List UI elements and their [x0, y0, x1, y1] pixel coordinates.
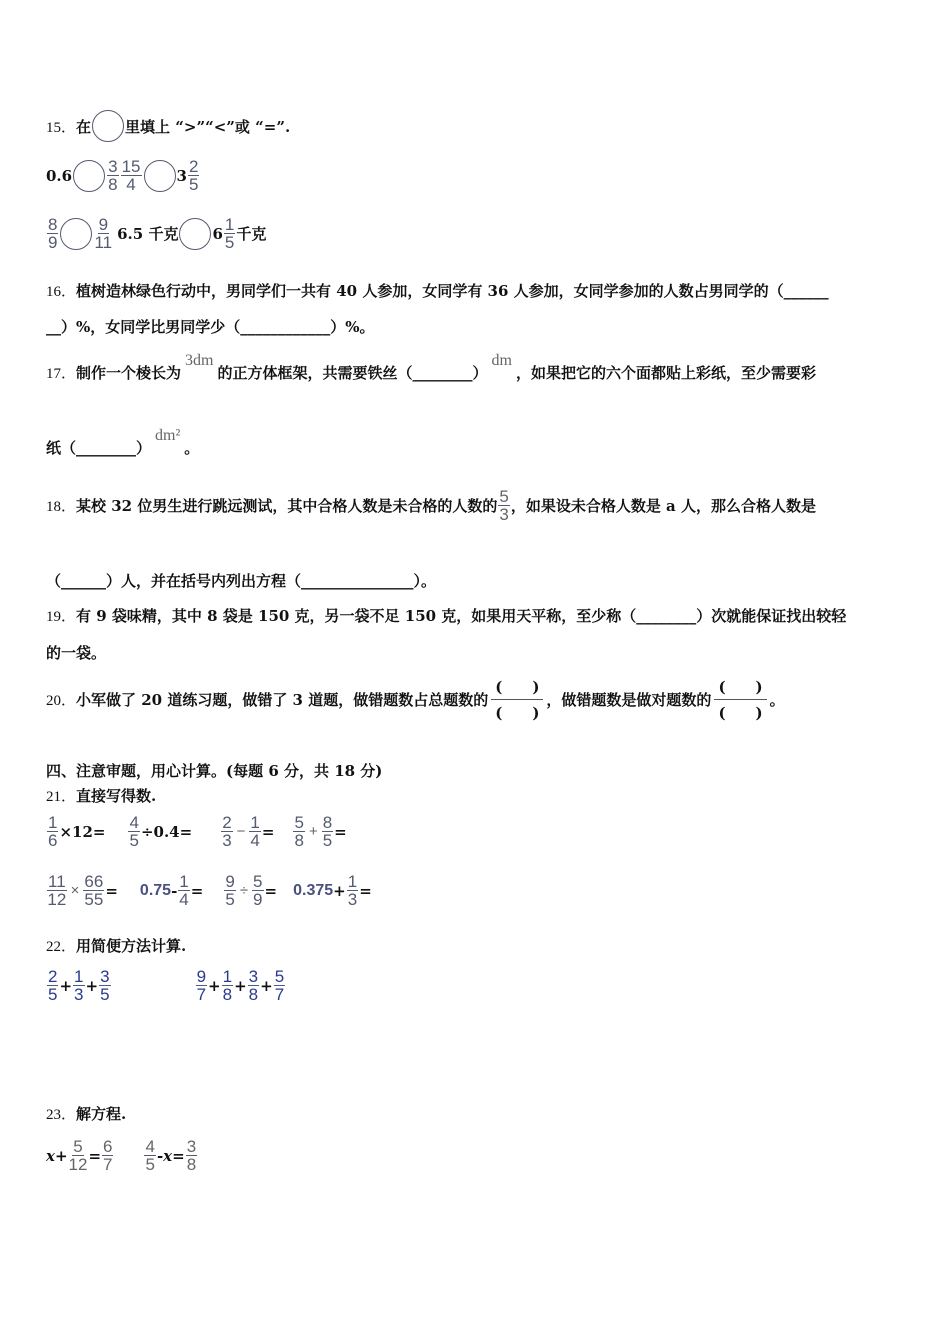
- fraction: [102, 1138, 113, 1173]
- numerator: 2: [222, 813, 232, 832]
- q20-text: 。: [769, 691, 785, 709]
- fraction: [69, 1138, 88, 1173]
- denominator: 11: [94, 233, 113, 252]
- denominator: 8: [222, 985, 233, 1004]
- numerator: 5: [499, 487, 509, 506]
- numerator: 11: [48, 872, 66, 891]
- denominator: 7: [274, 985, 285, 1004]
- operator: +: [260, 976, 273, 995]
- numerator: 1: [179, 872, 189, 891]
- q17-text: ，如果把它的六个面都贴上彩纸，至少需要彩: [515, 364, 816, 382]
- q15-text-a: 在: [76, 117, 92, 136]
- question-number: 23．: [46, 1107, 77, 1123]
- denominator: ( ): [495, 704, 540, 722]
- fraction: [107, 158, 118, 193]
- question-17: [46, 351, 816, 383]
- variable: -x=: [156, 1146, 185, 1165]
- q18-line-2: [46, 570, 436, 591]
- fraction: [224, 873, 235, 908]
- fraction: [322, 814, 333, 849]
- unit: 3dm: [185, 351, 214, 369]
- question-number: 22．: [46, 939, 77, 955]
- blank-fraction[interactable]: [491, 676, 543, 723]
- question-18: [46, 488, 816, 523]
- fraction: [222, 968, 233, 1003]
- denominator: 12: [47, 890, 67, 909]
- numerator: 2: [48, 967, 58, 986]
- operator: +: [85, 976, 99, 995]
- question-16: [46, 280, 829, 301]
- q19-line-2: [46, 642, 106, 663]
- fraction: [121, 158, 142, 193]
- denominator: 5: [145, 1155, 155, 1174]
- blank-fraction[interactable]: [714, 676, 766, 723]
- q22-title: 用简便方法计算.: [76, 937, 187, 955]
- q15-row-2: [46, 216, 266, 251]
- q17-text: 制作一个棱长为: [76, 364, 182, 382]
- numerator: 4: [145, 1137, 155, 1156]
- denominator: 8: [248, 985, 259, 1004]
- fraction: [224, 216, 235, 251]
- numerator: 5: [294, 813, 304, 832]
- q15-row-1: [46, 158, 200, 193]
- fraction: [73, 968, 84, 1003]
- section-4-heading: [46, 760, 382, 781]
- fraction: [47, 968, 58, 1003]
- denominator: 9: [48, 233, 58, 252]
- denominator: 3: [347, 890, 358, 909]
- value: 3: [176, 166, 187, 185]
- q17-text: 纸（________）: [46, 439, 152, 457]
- numerator: 4: [129, 813, 139, 832]
- equals: =: [264, 881, 278, 900]
- equals: =: [105, 881, 118, 900]
- fraction: [83, 873, 104, 908]
- numerator: 1: [250, 813, 260, 832]
- operator: +: [59, 976, 73, 995]
- q21-title: 直接写得数.: [76, 787, 157, 805]
- denominator: 8: [186, 1155, 197, 1174]
- circle-blank[interactable]: [144, 160, 176, 192]
- denominator: 7: [196, 985, 207, 1004]
- fraction: [274, 968, 285, 1003]
- operator: +: [308, 823, 318, 840]
- q19-text: 的一袋。: [46, 644, 107, 662]
- equals: =: [190, 881, 204, 900]
- denominator: 5: [48, 985, 58, 1004]
- numerator: ( ): [714, 676, 766, 700]
- fraction: [248, 968, 259, 1003]
- denominator: ( ): [718, 704, 763, 722]
- operator: -: [171, 881, 178, 900]
- fraction: [99, 968, 110, 1003]
- numerator: 9: [225, 872, 235, 891]
- denominator: 9: [253, 890, 263, 909]
- denominator: 5: [224, 233, 235, 252]
- fraction: [249, 814, 260, 849]
- question-number: 18．: [46, 499, 77, 515]
- fraction: [188, 158, 199, 193]
- numerator: 1: [224, 215, 235, 234]
- numerator: 2: [188, 157, 199, 176]
- fraction: [186, 1138, 197, 1173]
- denominator: 8: [294, 831, 304, 850]
- numerator: 1: [74, 967, 84, 986]
- fraction: [293, 814, 304, 849]
- denominator: 3: [222, 831, 232, 850]
- denominator: 5: [188, 175, 199, 194]
- denominator: 5: [322, 831, 333, 850]
- value: 6: [212, 224, 223, 243]
- q20-text: 小军做了 20 道练习题，做错了 3 道题，做错题数占总题数的: [76, 691, 489, 709]
- denominator: 7: [103, 1155, 113, 1174]
- question-19: [46, 605, 846, 626]
- equals: =: [261, 822, 275, 841]
- operator: +: [234, 976, 247, 995]
- numerator: 3: [248, 967, 259, 986]
- unit: dm: [491, 351, 512, 369]
- numerator: 1: [222, 967, 233, 986]
- denominator: 55: [84, 890, 104, 909]
- question-number: 16．: [46, 284, 77, 300]
- denominator: 5: [129, 831, 139, 850]
- numerator: 1: [48, 813, 58, 832]
- q16-line-1: 植树造林绿色行动中，男同学们一共有 40 人参加，女同学有 36 人参加，女同学参加的人数占男同学的（______: [76, 282, 829, 300]
- expr: ÷0.4=: [140, 822, 193, 841]
- question-number: 21．: [46, 789, 77, 805]
- q21-row-2: [46, 873, 372, 908]
- q17-text: 。: [184, 439, 200, 457]
- q17-line-2: [46, 426, 200, 458]
- question-22: [46, 935, 186, 956]
- fraction: [196, 968, 207, 1003]
- question-23: [46, 1103, 126, 1124]
- fraction: [94, 216, 112, 251]
- value: 6.5 千克: [117, 225, 179, 243]
- numerator: ( ): [491, 676, 543, 700]
- denominator: 4: [126, 175, 136, 194]
- numerator: 5: [274, 967, 285, 986]
- numerator: 5: [253, 872, 263, 891]
- denominator: 4: [179, 890, 189, 909]
- value: 0.375: [293, 881, 334, 899]
- operator: +: [208, 976, 221, 995]
- q19-text: 有 9 袋味精，其中 8 袋是 150 克，另一袋不足 150 克，如果用天平称，至少称（________）次就能保证找出较轻: [76, 607, 847, 625]
- circle-blank: [92, 110, 124, 142]
- denominator: 3: [74, 985, 84, 1004]
- question-number: 19．: [46, 609, 77, 625]
- denominator: 12: [68, 1155, 88, 1174]
- value: 0.6: [46, 166, 73, 185]
- numerator: 3: [186, 1137, 197, 1156]
- q22-expressions: [46, 968, 286, 1003]
- fraction: [347, 873, 358, 908]
- numerator: 9: [196, 967, 207, 986]
- fraction: [221, 814, 232, 849]
- q16-text: __）%，女同学比男同学少（____________）%。: [46, 318, 375, 336]
- denominator: 6: [48, 831, 58, 850]
- operator: −: [236, 823, 246, 840]
- q21-row-1: [46, 814, 347, 849]
- numerator: 15: [121, 157, 141, 176]
- q15-text-b: 里填上 “>”“<”或 “=”.: [125, 117, 291, 136]
- unit: 千克: [236, 225, 267, 243]
- q16-line-2: [46, 316, 375, 337]
- question-15: [46, 110, 290, 142]
- question-21: [46, 785, 156, 806]
- fraction: [252, 873, 263, 908]
- equals: =: [359, 881, 372, 900]
- numerator: 9: [98, 215, 109, 234]
- value: 0.75: [139, 881, 172, 899]
- numerator: 5: [73, 1137, 83, 1156]
- numerator: 8: [48, 215, 58, 234]
- numerator: 3: [100, 967, 110, 986]
- question-number: 17．: [46, 366, 77, 382]
- variable: x+: [46, 1146, 68, 1165]
- question-number: 20．: [46, 693, 77, 709]
- numerator: 8: [322, 813, 333, 832]
- unit: dm²: [155, 426, 181, 444]
- expr: ×12=: [59, 822, 106, 841]
- q17-text: 的正方体框架，共需要铁丝（________）: [217, 364, 488, 382]
- denominator: 5: [100, 985, 110, 1004]
- circle-blank[interactable]: [60, 218, 92, 250]
- denominator: 8: [108, 175, 118, 194]
- fraction: [128, 814, 139, 849]
- numerator: 66: [84, 872, 104, 891]
- section-title: 四、注意审题，用心计算。(每题 6 分，共 18 分): [46, 762, 383, 780]
- q23-equations: [46, 1138, 198, 1173]
- circle-blank[interactable]: [179, 218, 211, 250]
- numerator: 3: [108, 157, 118, 176]
- fraction: [47, 814, 58, 849]
- fraction: [47, 873, 67, 908]
- q18-text: 某校 32 位男生进行跳远测试，其中合格人数是未合格的人数的: [76, 497, 498, 515]
- fraction: [47, 216, 58, 251]
- fraction: [178, 873, 189, 908]
- equals: =: [88, 1146, 102, 1165]
- denominator: 4: [250, 831, 260, 850]
- q18-text: ，如果设未合格人数是 a 人，那么合格人数是: [510, 497, 816, 515]
- q20-text: ，做错题数是做对题数的: [546, 691, 712, 709]
- fraction: [498, 488, 509, 523]
- operator: ×: [70, 882, 80, 899]
- fraction: [144, 1138, 155, 1173]
- question-number: 15．: [46, 119, 77, 136]
- denominator: 3: [499, 505, 509, 524]
- q18-text: （______）人，并在括号内列出方程（_______________）。: [46, 572, 437, 590]
- denominator: 5: [225, 890, 235, 909]
- equals: =: [334, 822, 347, 841]
- operator: +: [333, 881, 346, 900]
- numerator: 6: [103, 1137, 113, 1156]
- operator: ÷: [239, 882, 249, 899]
- question-20: [46, 676, 785, 723]
- q23-title: 解方程.: [76, 1105, 127, 1123]
- circle-blank[interactable]: [73, 160, 105, 192]
- numerator: 1: [347, 872, 358, 891]
